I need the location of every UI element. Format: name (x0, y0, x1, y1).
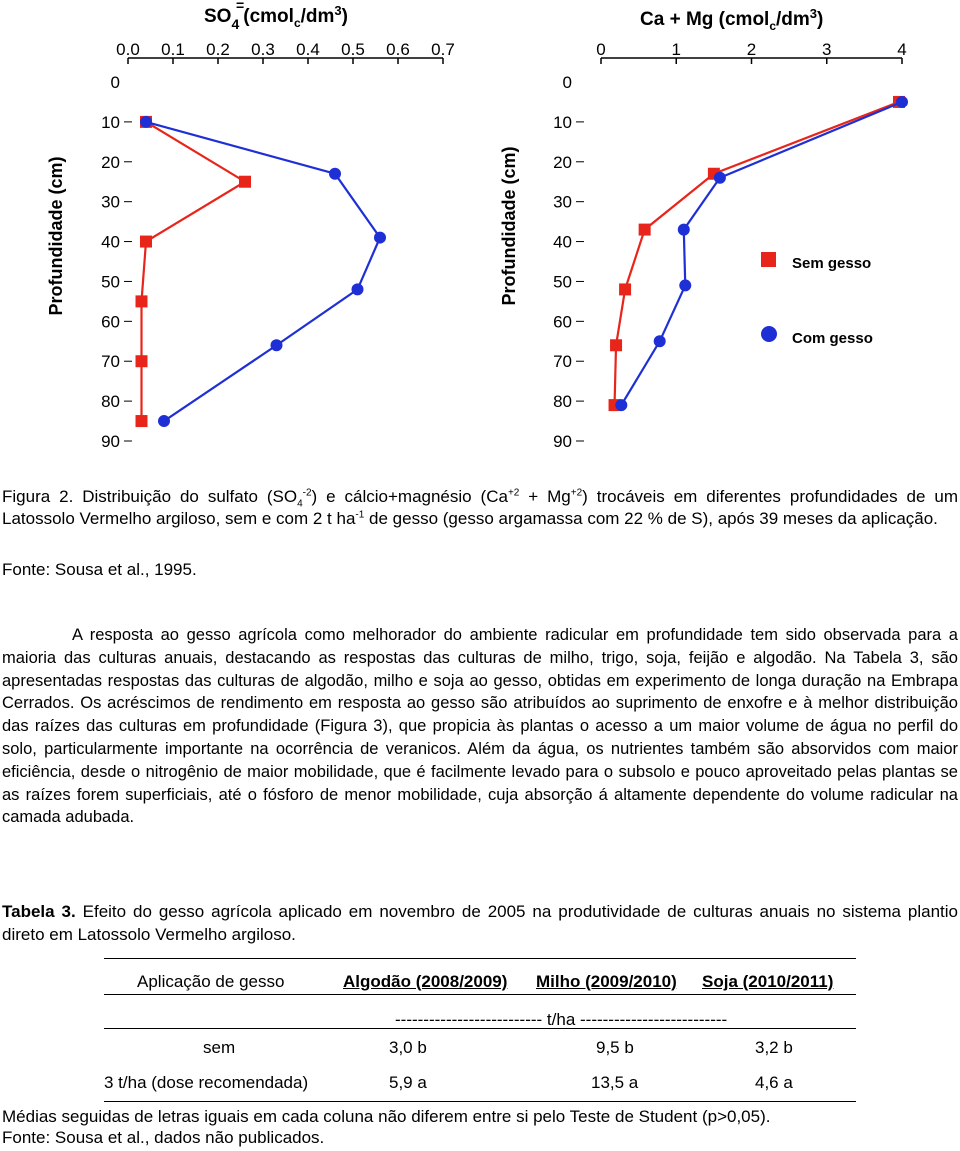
right-y-ticks (553, 73, 584, 451)
table-row-2-milho: 13,5 a (591, 1073, 639, 1092)
left-sem-gesso-point (136, 415, 148, 427)
left-y-tick-label: 40 (101, 232, 120, 252)
table-row-2-algodao: 5,9 a (389, 1073, 427, 1092)
right-x-ticks (596, 40, 906, 64)
left-chart (46, 0, 455, 451)
table-header-aplicacao: Aplicação de gesso (137, 972, 285, 991)
left-y-tick-label: 80 (101, 392, 120, 412)
left-x-tick-label: 0.0 (116, 40, 140, 59)
table-header-soja: Soja (2010/2011) (702, 972, 834, 991)
right-chart (499, 6, 908, 451)
table-row-1-soja: 3,2 b (755, 1038, 793, 1057)
table-caption: Tabela 3. Efeito do gesso agrícola aplicado em novembro de 2005 na produtividade de culturas anuais no sistema plantio direto em Latossolo Vermelho argiloso. (2, 902, 958, 944)
right-y-tick-label: 0 (562, 73, 572, 92)
left-com-gesso-point (140, 116, 152, 128)
table-top-rule (104, 958, 856, 959)
table-row-1-milho: 9,5 b (596, 1038, 634, 1057)
left-y-tick-label: 90 (101, 432, 120, 451)
left-y-ticks (101, 73, 132, 451)
right-com-gesso-point (615, 399, 627, 411)
figure-source: Fonte: Sousa et al., 1995. (2, 560, 197, 579)
left-y-tick-label: 60 (101, 312, 120, 332)
right-y-tick-label: 70 (553, 352, 572, 372)
right-com-gesso-point (896, 96, 908, 108)
figure-caption: Figura 2. Distribuição do sulfato $(SO_4^{-2})$ e cálcio+magnésio $(Ca^{+2} + Mg^{+2})$ trocáveis em diferentes profundidades de um Latossolo Vermelho argiloso, sem e com 2 t $ha^{-1}$ de gesso (gesso argamassa com 22 % de S), após 39 meses da aplicação. (2, 487, 959, 528)
figure-caption-label: Figura 2. (2, 487, 74, 506)
right-com-gesso-point (654, 335, 666, 347)
right-y-tick-label: 30 (553, 192, 572, 212)
left-com-gesso-point (374, 232, 386, 244)
table-bottom-rule (104, 1101, 856, 1102)
right-sem-gesso-point (639, 224, 651, 236)
right-y-tick-label: 40 (553, 232, 572, 252)
right-y-tick-label: 60 (553, 312, 572, 332)
left-x-tick-label: 0.1 (161, 40, 185, 59)
left-x-tick-label: 0.2 (206, 40, 230, 59)
left-com-gesso-point (158, 415, 170, 427)
right-y-tick-label: 20 (553, 152, 572, 172)
table-header-rule (104, 994, 856, 995)
left-com-gesso-point (329, 168, 341, 180)
left-y-tick-label: 30 (101, 192, 120, 212)
left-y-tick-label: 70 (101, 352, 120, 372)
right-com-gesso-point (679, 279, 691, 291)
legend-com-label: Com gesso (792, 330, 873, 347)
table-row-2-label: 3 t/ha (dose recomendada) (104, 1073, 309, 1092)
right-x-tick-label: 2 (746, 40, 757, 59)
right-y-tick-label: 90 (553, 432, 572, 451)
figure-2 (0, 0, 960, 470)
right-series (609, 96, 908, 411)
right-x-tick-label: 3 (822, 40, 832, 59)
left-y-tick-label: 20 (101, 152, 120, 172)
left-sem-gesso-point (136, 355, 148, 367)
left-x-tick-label: 0.7 (431, 40, 455, 59)
left-x-ticks (116, 40, 455, 64)
right-x-tick-label: 4 (897, 40, 907, 59)
right-y-tick-label: 10 (553, 112, 572, 132)
left-y-axis-label: Profundidade (cm) (46, 156, 66, 316)
table-row-1-algodao: 3,0 b (389, 1038, 427, 1057)
right-com-gesso-point (714, 172, 726, 184)
left-com-gesso-point (352, 283, 364, 295)
left-chart-title-mark: = (236, 0, 245, 13)
table-source: Fonte: Sousa et al., dados não publicados. (2, 1128, 325, 1147)
table-header-algodao: Algodão (2008/2009) (343, 972, 508, 991)
left-x-tick-label: 0.3 (251, 40, 275, 59)
left-y-tick-label: 0 (110, 73, 120, 92)
right-chart-title: Ca + Mg $(cmol_c/dm^3)$ (640, 6, 824, 33)
left-x-tick-label: 0.5 (341, 40, 365, 59)
right-y-axis-label: Profundidade (cm) (499, 146, 519, 306)
table-unit-rule (104, 1028, 856, 1029)
right-y-tick-label: 80 (553, 392, 572, 412)
left-chart-title: $SO_4$ $(cmol_c/dm^3)$ (204, 3, 348, 32)
right-sem-gesso-point (619, 283, 631, 295)
table-footnote: Médias seguidas de letras iguais em cada coluna não diferem entre si pelo Teste de Student (p>0,05). Fonte: Sousa et al., dados não publicados. (2, 1107, 771, 1147)
right-x-tick-label: 0 (596, 40, 606, 59)
table-row-2-soja: 4,6 a (755, 1073, 793, 1092)
left-sem-gesso-point (140, 236, 152, 248)
right-y-tick-label: 50 (553, 272, 572, 292)
table-row-1-label: sem (203, 1038, 236, 1057)
table-unit-row: -------------------------- t/ha -------------------------- (395, 1010, 728, 1029)
left-y-tick-label: 50 (101, 272, 120, 292)
left-x-tick-label: 0.6 (386, 40, 410, 59)
legend (761, 252, 873, 347)
left-com-gesso-line (146, 122, 380, 421)
left-com-gesso-point (271, 339, 283, 351)
left-sem-gesso-point (239, 176, 251, 188)
legend-sem-marker (761, 252, 776, 267)
right-x-tick-label: 1 (671, 40, 681, 59)
left-series (136, 116, 387, 427)
legend-com-marker (761, 326, 777, 342)
legend-sem-label: Sem gesso (792, 255, 872, 272)
left-sem-gesso-point (136, 295, 148, 307)
left-y-tick-label: 10 (101, 112, 120, 132)
body-paragraph: A resposta ao gesso agrícola como melhorador do ambiente radicular em profundidade tem sido observada para a maioria das culturas anuais, destacando as respostas das culturas de milho, trigo, soja, feijão e algodão. Na Tabela 3, são apresentadas respostas das culturas de algodão, milho e soja ao gesso, obtidas em experimento de longa duração na Embrapa Cerrados. Os acréscimos de rendimento em resposta ao gesso são atribuídos ao suprimento de enxofre e à melhor distribuição das raízes das culturas em profundidade (Figura 3), que propicia às plantas o acesso a um maior volume de água no perfil do solo, particularmente importante na ocorrência de veranicos. Além da água, os nutrientes também são absorvidos com maior eficiência, desde o nitrogênio de maior mobilidade, que é facilmente levado para o subsolo e pouco aproveitado pelas plantas se as raízes forem superficiais, até o fósforo de menor mobilidade, cuja absorção á altamente dependente do volume radicular na camada adubada. (2, 626, 959, 827)
table-header-milho: Milho (2009/2010) (536, 972, 677, 991)
left-x-tick-label: 0.4 (296, 40, 320, 59)
right-com-gesso-point (678, 224, 690, 236)
right-sem-gesso-line (615, 102, 899, 405)
right-sem-gesso-point (610, 339, 622, 351)
